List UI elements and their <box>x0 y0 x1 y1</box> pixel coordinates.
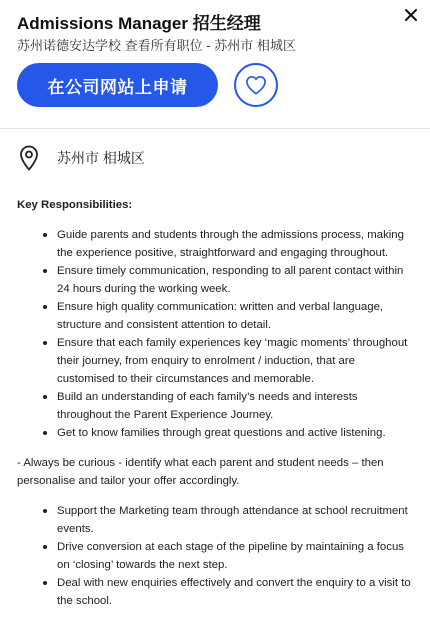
location-text: 苏州市 相城区 <box>57 150 145 166</box>
map-pin-icon <box>17 144 41 172</box>
list-item: Drive conversion at each stage of the pipeline by maintaining a focus on ‘closing’ towards the next step. <box>39 538 413 574</box>
subtitle-separator: - <box>206 38 211 53</box>
list-item: Build an understanding of each family’s needs and interests throughout the Parent Experience Journey. <box>39 388 413 424</box>
list-item: Ensure high quality communication: written and verbal language, structure and consistent attention to detail. <box>39 298 413 334</box>
apply-on-company-site-button[interactable]: 在公司网站上申请 <box>17 63 218 107</box>
list-item: Guide parents and students through the admissions process, making the experience positive, straightforward and engaging throughout. <box>39 226 413 262</box>
list-item: Deal with new enquiries effectively and convert the enquiry to a visit to the school. <box>39 574 413 610</box>
company-name[interactable]: 苏州诺德安达学校 <box>17 38 122 53</box>
job-header <box>0 0 430 129</box>
marketing-list <box>39 502 413 610</box>
list-item: Support the Marketing team through attendance at school recruitment events. <box>39 502 413 538</box>
heart-icon <box>245 75 267 95</box>
close-button[interactable] <box>400 4 422 26</box>
close-icon <box>404 8 418 22</box>
job-description <box>17 196 413 610</box>
job-subtitle <box>17 35 296 54</box>
list-item: Ensure timely communication, responding to all parent contact within 24 hours during the working week. <box>39 262 413 298</box>
curious-paragraph: - Always be curious - identify what each parent and student needs – then personalise and tailor your offer accordingly. <box>17 457 384 487</box>
job-location-row <box>17 143 145 173</box>
key-responsibilities-heading: Key Responsibilities: <box>17 199 133 211</box>
list-item: Ensure that each family experiences key ‘magic moments’ throughout their journey, from enquiry to enrolment / induction, that are customised to their circumstances and memorable. <box>39 334 413 388</box>
save-job-button[interactable] <box>234 63 278 107</box>
view-all-jobs-link[interactable]: 查看所有职位 <box>124 38 203 53</box>
responsibilities-list <box>39 226 413 442</box>
list-item: Get to know families through great questions and active listening. <box>39 424 413 442</box>
job-title: Admissions Manager 招生经理 <box>17 14 261 33</box>
job-location-subtitle: 苏州市 相城区 <box>214 38 296 53</box>
